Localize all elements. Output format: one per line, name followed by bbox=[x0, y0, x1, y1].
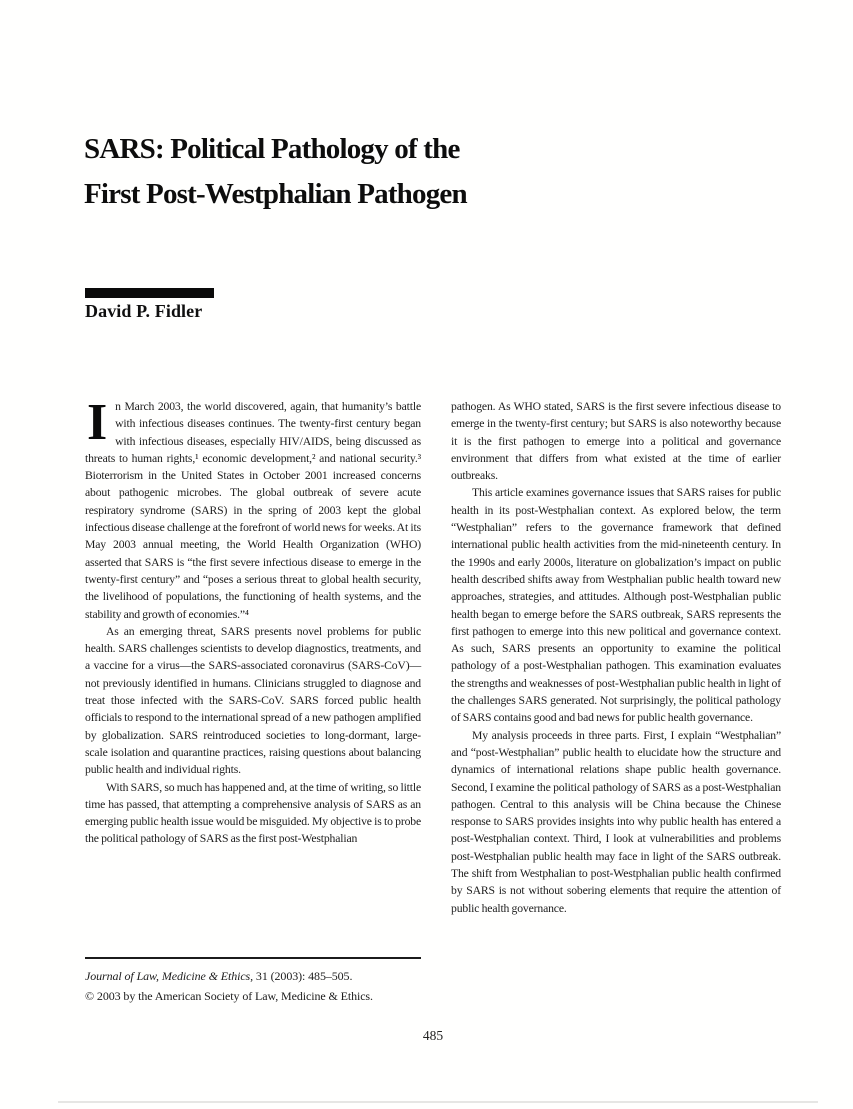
copyright-line: © 2003 by the American Society of Law, Medicine & Ethics. bbox=[85, 989, 373, 1003]
article-body bbox=[85, 394, 781, 1006]
scan-artifact-line bbox=[58, 1101, 818, 1103]
paragraph: This article examines governance issues that SARS raises for public health in its post-Westphalian context. As explored below, the term “Westphalian” refers to the governance framework that defined international public health activities from the mid-nineteenth century. In the 1990s and early 2000s, literature on globalization’s impact on public health described shifts away from Westphalian public health toward new approaches, strategies, and attitudes. Although post-Westphalian public health began to emerge before the SARS outbreak, SARS represents the first pathogen to emerge into this new political and governance context. As such, SARS presents an opportunity to examine the political pathology of a post-Westphalian pathogen. This examination evaluates the strengths and weaknesses of post-Westphalian public health in light of the challenges SARS generated. Not surprisingly, the political pathology of SARS contains good and bad news for public health governance. bbox=[451, 486, 781, 725]
author-rule bbox=[85, 288, 214, 298]
paragraph-text: n March 2003, the world discovered, again, that humanity’s battle with infectious diseases continues. The twenty-first century began with infectious diseases, especially HIV/AIDS, being discussed as threats to human rights,¹ economic development,² and national security.³ Bioterrorism in the United States in October 2001 increased concerns about pathogenic microbes. The global outbreak of severe acute respiratory syndrome (SARS) in the spring of 2003 kept the global infectious disease challenge at the forefront of world news for weeks. At its May 2003 annual meeting, the World Health Organization (WHO) asserted that SARS is “the first severe infectious disease to emerge in the twenty-first century” and “poses a serious threat to global health security, the livelihood of populations, the functioning of health systems, and the stability and growth of economies.”⁴ bbox=[85, 400, 421, 621]
title-line-2: First Post-Westphalian Pathogen bbox=[84, 178, 467, 210]
page-number: 485 bbox=[422, 1028, 444, 1043]
right-column bbox=[451, 398, 781, 1006]
citation-footnote bbox=[85, 957, 421, 1006]
paragraph: As an emerging threat, SARS presents novel problems for public health. SARS challenges scientists to develop diagnostics, treatments, and a vaccine for a virus—the SARS-associated coronavirus (SARS-CoV)—not previously identified in humans. Clinicians struggled to diagnose and treat those infected with the SARS-CoV. SARS forced public health officials to respond to the international spread of a new pathogen amplified by globalization. SARS reintroduced societies to long-dormant, large-scale isolation and quarantine practices, raising questions about balancing public health and individual rights. bbox=[85, 624, 421, 777]
paragraph: My analysis proceeds in three parts. First, I explain “Westphalian” and “post-Westphalian” public health to elucidate how the structure and dynamics of international relations shape public health governance. Second, I examine the political pathology of SARS as a post-Westphalian pathogen. Central to this analysis will be China because the Chinese response to SARS provides insights into why public health has entered a post-Westphalian context. Third, I look at vulnerabilities and problems post-Westphalian public health may face in light of the SARS outbreak. The shift from Westphalian to post-Westphalian public health confirmed by SARS is not without sobering elements that require the attention of public health governance. bbox=[451, 728, 781, 915]
title-line-1: SARS: Political Pathology of the bbox=[84, 133, 460, 165]
journal-citation bbox=[85, 966, 421, 986]
opening-paragraph bbox=[85, 394, 421, 623]
author-name: David P. Fidler bbox=[85, 301, 203, 321]
citation-detail: 31 (2003): 485–505. bbox=[253, 969, 353, 983]
paragraph: With SARS, so much has happened and, at the time of writing, so little time has passed, that attempting a comprehensive analysis of SARS as an emerging public health issue would be misguided. My objective is to probe the political pathology of SARS as the first post-Westphalian bbox=[85, 780, 421, 846]
article-title bbox=[84, 127, 644, 217]
drop-cap: I bbox=[87, 394, 108, 451]
paragraph: pathogen. As WHO stated, SARS is the first severe infectious disease to emerge in the twenty-first century; but SARS is also noteworthy because it is the first pathogen to emerge into a political and governance environment that differs from what existed at the time of earlier outbreaks. bbox=[451, 400, 781, 483]
left-column bbox=[85, 394, 421, 1006]
journal-name: Journal of Law, Medicine & Ethics, bbox=[85, 969, 254, 983]
